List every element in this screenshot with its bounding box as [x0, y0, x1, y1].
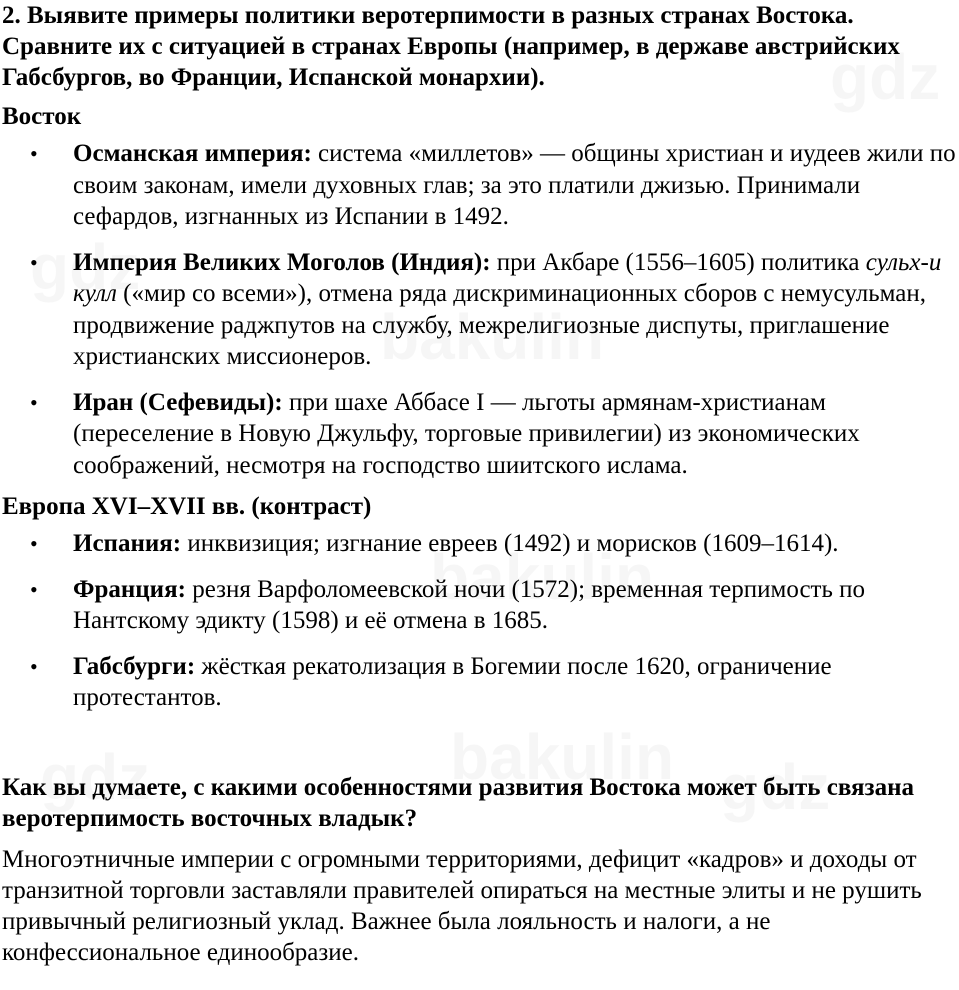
bullet: • — [30, 576, 38, 602]
europe-heading: Европа XVI–XVII вв. (контраст) — [2, 493, 372, 520]
europe-item-term: Габсбурги: — [73, 652, 196, 680]
europe-item-habsburgs — [2, 651, 957, 714]
east-item-text: («мир со всеми»), отмена ряда дискриминационных сборов с немусульман, продвижение раджпутов на службу, межрелигиозные диспуты, приглашение христианских миссионеров. — [73, 280, 926, 370]
europe-item-text: резня Варфоломеевской ночи (1572); временная терпимость по Нантскому эдикту (1598) и её отмена в 1685. — [73, 575, 865, 634]
bullet: • — [30, 389, 38, 415]
east-item-italic: сульх-и кулл — [73, 248, 942, 307]
east-heading: Восток — [2, 103, 82, 130]
spacer — [2, 728, 957, 772]
europe-item-term: Испания: — [73, 530, 182, 557]
europe-list — [2, 528, 957, 714]
east-item-text: при шахе Аббасе I — льготы армянам-христианам (переселение в Новую Джульфу, торговые привилегии) из экономических соображений, несмотря на господство шиитского ислама. — [73, 388, 860, 479]
europe-item-term: Франция: — [73, 575, 186, 603]
east-item-ottoman — [2, 138, 957, 233]
question2-title: Как вы думаете, с какими особенностями развития Востока может быть связана веротерпимость восточных владык? — [2, 773, 914, 832]
east-list — [2, 138, 957, 481]
bullet: • — [30, 531, 38, 556]
bullet: • — [30, 653, 38, 679]
east-item-term: Османская империя: — [73, 140, 312, 167]
east-item-text: система «миллетов» — общины христиан и иудеев жили по своим законам, имели духовных глав; за это платили джизью. Принимали сефардов, изгнанных из Испании в 1492. — [73, 140, 956, 230]
east-item-term: Иран (Сефевиды): — [73, 388, 283, 416]
bullet: • — [30, 141, 38, 166]
east-item-mughal — [2, 247, 957, 373]
question2-answer: Многоэтничные империи с огромными территориями, дефицит «кадров» и доходы от транзитной торговли заставляли правителей опираться на местные элиты и не рушить привычный религиозный уклад. Важнее была лояльность и налоги, а не конфессиональное единообразие. — [2, 845, 922, 966]
bullet: • — [30, 249, 38, 275]
europe-item-france — [2, 574, 957, 637]
europe-item-text: жёсткая рекатолизация в Богемии после 1620, ограничение протестантов. — [73, 652, 832, 711]
east-item-iran — [2, 387, 957, 482]
document-page — [2, 0, 957, 968]
europe-item-text: инквизиция; изгнание евреев (1492) и морисков (1609–1614). — [181, 530, 839, 557]
east-item-text: при Акбаре (1556–1605) политика — [490, 248, 866, 276]
question-title: 2. Выявите примеры политики веротерпимости в разных странах Востока. Сравните их с ситуацией в странах Европы (например, в державе австрийских Габсбургов, во Франции, Испанской монархии). — [2, 2, 900, 91]
east-item-term: Империя Великих Моголов (Индия): — [73, 248, 491, 276]
europe-item-spain — [2, 528, 957, 560]
